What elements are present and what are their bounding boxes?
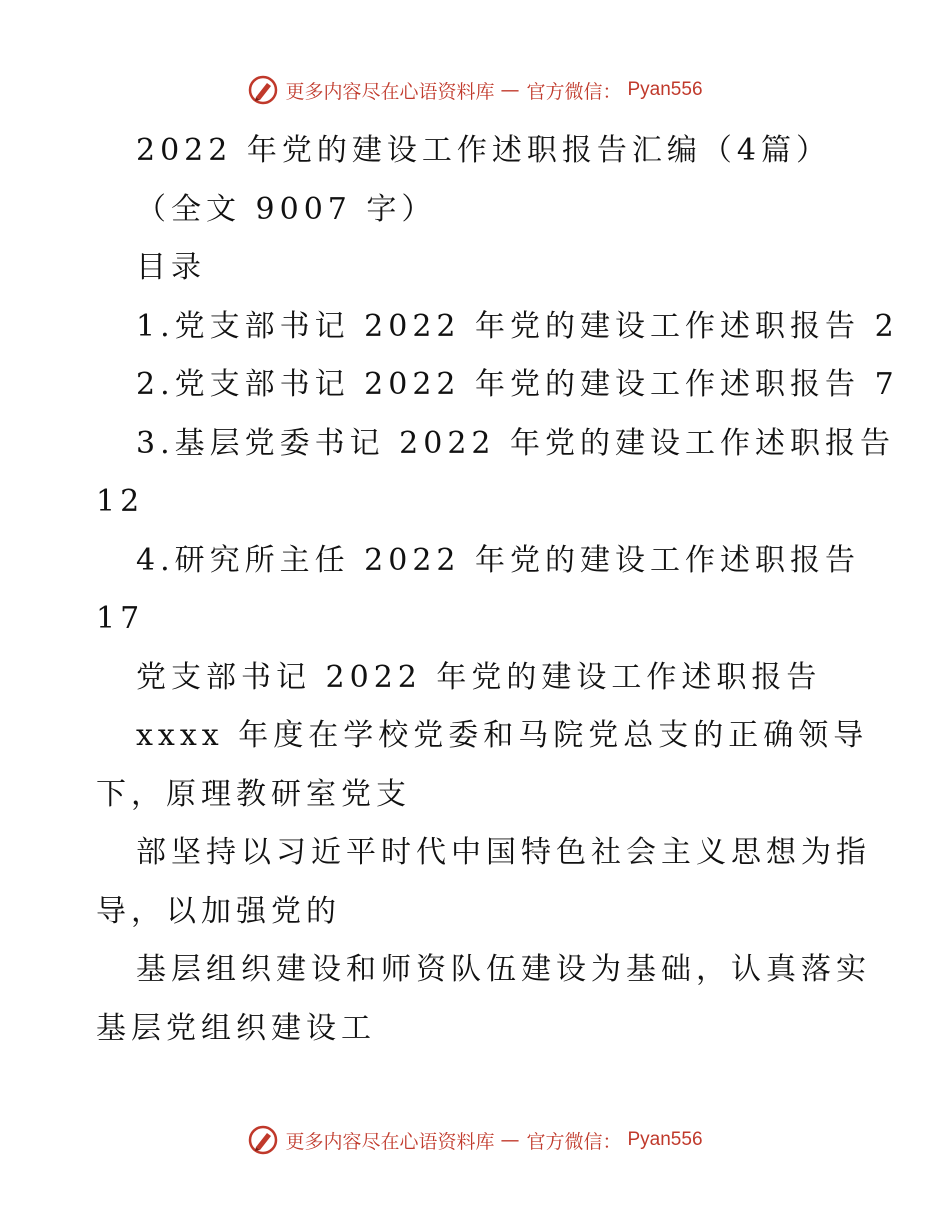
watermark-contact-label: 官方微信：	[526, 1130, 622, 1153]
paragraph-line: 导，以加强党的	[96, 893, 341, 929]
document-title: 2022 年党的建设工作述职报告汇编（4篇）	[136, 133, 831, 168]
header-watermark	[0, 70, 950, 110]
watermark-contact-label: 官方微信：	[526, 80, 622, 103]
section-title: 党支部书记 2022 年党的建设工作述职报告	[136, 659, 822, 695]
watermark-separator: —	[500, 1129, 521, 1151]
paragraph-line: 下，原理教研室党支	[96, 776, 411, 812]
watermark-contact-id: Pyan556	[627, 79, 703, 100]
toc-item: 1.党支部书记 2022 年党的建设工作述职报告 2	[136, 308, 899, 344]
paragraph	[96, 707, 869, 824]
paragraph-line: 基层党组织建设工	[96, 1010, 376, 1046]
document-body	[96, 122, 899, 1058]
pen-logo-icon	[247, 1124, 279, 1156]
watermark-separator: —	[500, 79, 521, 101]
paragraph	[96, 941, 871, 1058]
document-subtitle: （全文 9007 字）	[136, 191, 437, 227]
footer-watermark	[0, 1120, 950, 1160]
paragraph-line: 部坚持以习近平时代中国特色社会主义思想为指	[136, 835, 871, 870]
toc-item: 3.基层党委书记 2022 年党的建设工作述职报告	[136, 425, 896, 461]
toc-item: 4.研究所主任 2022 年党的建设工作述职报告	[136, 542, 861, 578]
toc-list	[96, 298, 899, 649]
toc-item-page: 17	[96, 601, 145, 636]
toc-heading: 目录	[136, 250, 206, 285]
toc-item: 2.党支部书记 2022 年党的建设工作述职报告 7	[136, 367, 899, 402]
watermark-text: 更多内容尽在心语资料库	[285, 1130, 495, 1153]
watermark-contact-id: Pyan556	[627, 1129, 703, 1150]
paragraph	[96, 824, 871, 941]
toc-item-page: 12	[96, 484, 145, 519]
watermark-text: 更多内容尽在心语资料库	[285, 80, 495, 103]
paragraph-line: xxxx 年度在学校党委和马院党总支的正确领导	[136, 718, 869, 753]
pen-logo-icon	[247, 74, 279, 106]
paragraph-line: 基层组织建设和师资队伍建设为基础，认真落实	[136, 952, 871, 987]
